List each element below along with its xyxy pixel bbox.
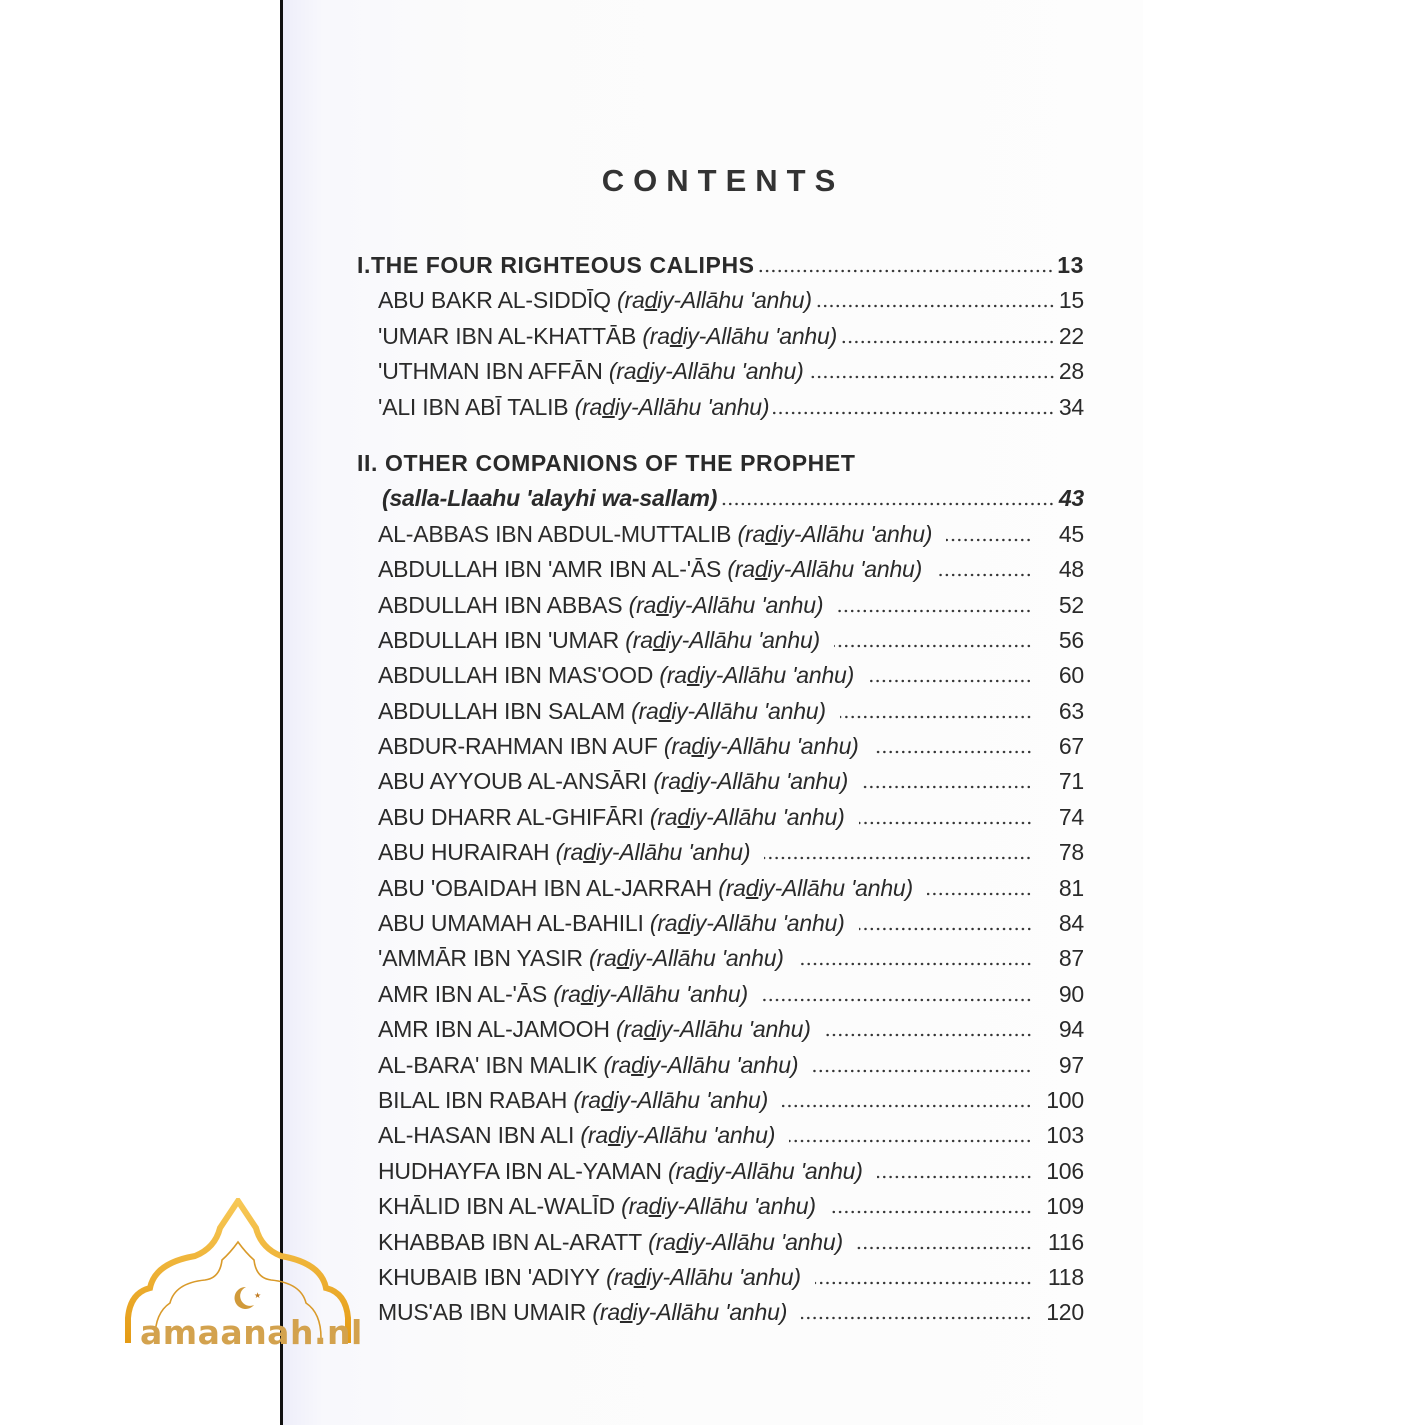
dot-leader xyxy=(936,573,1032,577)
page-number: 60 xyxy=(1058,662,1084,689)
entry-name: AL-ABBAS IBN ABDUL-MUTTALIB xyxy=(378,520,732,547)
page-number: 71 xyxy=(1058,768,1084,795)
table-of-contents xyxy=(357,252,1084,1335)
dot-leader xyxy=(816,304,1055,308)
dot-leader xyxy=(798,962,1032,966)
svg-text:★: ★ xyxy=(254,1291,262,1300)
entry-honorific: (radiy-Allāhu 'anhu) xyxy=(599,1263,801,1290)
dot-leader xyxy=(825,1033,1032,1037)
section-heading-continuation xyxy=(357,485,1084,520)
section-title: II. OTHER COMPANIONS OF THE PROPHET xyxy=(357,449,856,476)
page-number: 45 xyxy=(1058,520,1084,547)
dot-leader xyxy=(841,340,1055,344)
toc-entry xyxy=(357,1158,1084,1193)
entry-name: ABDULLAH IBN SALAM xyxy=(378,697,625,724)
entry-honorific: (radiy-Allāhu 'anhu) xyxy=(582,945,784,972)
entry-honorific: (radiy-Allāhu 'anhu) xyxy=(547,980,748,1007)
toc-entry xyxy=(357,1299,1084,1334)
dot-leader xyxy=(773,411,1054,415)
entry-name: KHĀLID IBN AL-WALĪD xyxy=(378,1193,615,1220)
entry-honorific: (radiy-Allāhu 'anhu) xyxy=(657,733,859,760)
entry-name: 'UMAR IBN AL-KHATTĀB xyxy=(378,322,637,349)
entry-honorific: (radiy-Allāhu 'anhu) xyxy=(653,662,855,689)
entry-honorific: (radiy-Allāhu 'anhu) xyxy=(586,1299,788,1326)
entry-name: ABDUR-RAHMAN IBN AUF xyxy=(378,733,658,760)
dot-leader xyxy=(815,1281,1032,1285)
page-number: 120 xyxy=(1046,1299,1084,1326)
toc-entry xyxy=(357,556,1084,591)
dot-leader xyxy=(859,927,1032,931)
entry-honorific: (radiy-Allāhu 'anhu) xyxy=(636,322,838,349)
page-number: 67 xyxy=(1058,733,1084,760)
dot-leader xyxy=(837,609,1032,613)
entry-name: ABDULLAH IBN ABBAS xyxy=(378,591,623,618)
toc-entry xyxy=(357,592,1084,627)
page-number: 34 xyxy=(1058,393,1084,420)
page-number: 94 xyxy=(1058,1016,1084,1043)
entry-honorific: (radiy-Allāhu 'anhu) xyxy=(643,910,845,937)
entry-name: ABU HURAIRAH xyxy=(378,839,550,866)
toc-entry xyxy=(357,698,1084,733)
toc-entry xyxy=(357,1016,1084,1051)
page-number: 109 xyxy=(1046,1193,1084,1220)
entry-honorific: (radiy-Allāhu 'anhu) xyxy=(568,393,770,420)
toc-entry xyxy=(357,1052,1084,1087)
dot-leader xyxy=(801,1316,1032,1320)
entry-name: ABU DHARR AL-GHIFĀRI xyxy=(378,803,644,830)
page-number: 118 xyxy=(1047,1263,1084,1290)
page-title: CONTENTS xyxy=(601,163,845,198)
dot-leader xyxy=(762,998,1032,1002)
page-number: 13 xyxy=(1057,252,1084,278)
dot-leader xyxy=(927,892,1032,896)
dot-leader xyxy=(859,821,1032,825)
entry-name: ABDULLAH IBN 'UMAR xyxy=(378,626,620,653)
entry-honorific: (radiy-Allāhu 'anhu) xyxy=(567,1086,769,1113)
page-number: 63 xyxy=(1058,697,1084,724)
page-number: 22 xyxy=(1058,322,1084,349)
dot-leader xyxy=(873,750,1032,754)
entry-honorific: (radiy-Allāhu 'anhu) xyxy=(647,768,849,795)
entry-honorific: (radiy-Allāhu 'anhu) xyxy=(643,803,845,830)
dot-leader xyxy=(862,785,1032,789)
toc-entry xyxy=(357,1087,1084,1122)
entry-honorific: (radiy-Allāhu 'anhu) xyxy=(602,358,804,385)
page-number: 106 xyxy=(1046,1157,1084,1184)
entry-name: 'AMMĀR IBN YASIR xyxy=(378,945,583,972)
dot-leader xyxy=(868,679,1032,683)
entry-honorific: (radiy-Allāhu 'anhu) xyxy=(610,287,812,314)
entry-honorific: (radiy-Allāhu 'anhu) xyxy=(661,1157,863,1184)
dot-leader xyxy=(782,1104,1032,1108)
entry-name: ABDULLAH IBN MAS'OOD xyxy=(378,662,654,689)
toc-entry xyxy=(357,945,1084,980)
section-title-continued: (salla-Llaahu 'alayhi wa-sallam) xyxy=(382,485,718,512)
toc-entry xyxy=(357,1264,1084,1299)
section-title: I.THE FOUR RIGHTEOUS CALIPHS xyxy=(357,252,755,278)
section-heading xyxy=(357,450,1084,485)
dot-leader xyxy=(840,715,1032,719)
dot-leader xyxy=(789,1139,1032,1143)
page-number: 52 xyxy=(1058,591,1084,618)
dot-leader xyxy=(764,856,1032,860)
dot-leader xyxy=(877,1175,1032,1179)
entry-name: ABU 'OBAIDAH IBN AL-JARRAH xyxy=(378,874,713,901)
dot-leader xyxy=(812,1069,1032,1073)
entry-name: KHUBAIB IBN 'ADIYY xyxy=(378,1263,600,1290)
toc-entry xyxy=(357,1122,1084,1157)
page-number: 97 xyxy=(1058,1051,1084,1078)
toc-entry xyxy=(357,839,1084,874)
page-number: 87 xyxy=(1058,945,1084,972)
dot-leader xyxy=(830,1210,1032,1214)
section-2-entries xyxy=(357,521,1084,1335)
entry-honorific: (radiy-Allāhu 'anhu) xyxy=(731,520,933,547)
entry-name: AMR IBN AL-'ĀS xyxy=(378,980,548,1007)
entry-honorific: (radiy-Allāhu 'anhu) xyxy=(619,626,821,653)
entry-honorific: (radiy-Allāhu 'anhu) xyxy=(574,1122,776,1149)
entry-honorific: (radiy-Allāhu 'anhu) xyxy=(622,591,824,618)
toc-entry xyxy=(357,875,1084,910)
entry-name: KHABBAB IBN AL-ARATT xyxy=(378,1228,642,1255)
entry-name: AL-HASAN IBN ALI xyxy=(378,1122,575,1149)
dot-leader xyxy=(721,502,1055,506)
page-number: 28 xyxy=(1058,358,1084,385)
entry-name: BILAL IBN RABAH xyxy=(378,1086,568,1113)
page-number: 100 xyxy=(1046,1086,1084,1113)
toc-entry xyxy=(357,358,1084,393)
entry-honorific: (radiy-Allāhu 'anhu) xyxy=(624,697,826,724)
entry-name: AL-BARA' IBN MALIK xyxy=(378,1051,598,1078)
entry-name: HUDHAYFA IBN AL-YAMAN xyxy=(378,1157,662,1184)
toc-entry xyxy=(357,394,1084,429)
toc-entry xyxy=(357,287,1084,322)
page-number: 90 xyxy=(1058,980,1084,1007)
entry-honorific: (radiy-Allāhu 'anhu) xyxy=(641,1228,843,1255)
toc-entry xyxy=(357,1229,1084,1264)
dot-leader xyxy=(808,375,1055,379)
entry-name: 'UTHMAN IBN AFFĀN xyxy=(378,358,603,385)
page-number: 48 xyxy=(1058,556,1084,583)
page-number: 116 xyxy=(1047,1228,1084,1255)
dot-leader xyxy=(857,1246,1032,1250)
entry-honorific: (radiy-Allāhu 'anhu) xyxy=(609,1016,811,1043)
page-number: 43 xyxy=(1058,485,1084,512)
page-number: 78 xyxy=(1058,839,1084,866)
page-number: 74 xyxy=(1058,803,1084,830)
entry-name: AMR IBN AL-JAMOOH xyxy=(378,1016,610,1043)
page-number: 81 xyxy=(1058,874,1084,901)
entry-name: MUS'AB IBN UMAIR xyxy=(378,1299,587,1326)
toc-entry xyxy=(357,804,1084,839)
entry-honorific: (radiy-Allāhu 'anhu) xyxy=(614,1193,816,1220)
toc-entry xyxy=(357,733,1084,768)
dot-leader xyxy=(946,538,1032,542)
entry-name: 'ALI IBN ABĪ TALIB xyxy=(378,393,569,420)
toc-entry xyxy=(357,768,1084,803)
entry-name: ABU BAKR AL-SIDDĪQ xyxy=(378,287,611,314)
entry-name: ABU AYYOUB AL-ANSĀRI xyxy=(378,768,648,795)
page-number: 84 xyxy=(1058,910,1084,937)
toc-entry xyxy=(357,521,1084,556)
toc-entry xyxy=(357,1193,1084,1228)
toc-entry xyxy=(357,627,1084,662)
entry-honorific: (radiy-Allāhu 'anhu) xyxy=(549,839,751,866)
entry-honorific: (radiy-Allāhu 'anhu) xyxy=(712,874,913,901)
entry-name: ABU UMAMAH AL-BAHILI xyxy=(378,910,644,937)
toc-entry xyxy=(357,323,1084,358)
dot-leader xyxy=(834,644,1032,648)
section-1-entries xyxy=(357,287,1084,429)
toc-entry xyxy=(357,981,1084,1016)
entry-honorific: (radiy-Allāhu 'anhu) xyxy=(721,556,923,583)
page-number: 15 xyxy=(1058,287,1084,314)
page-number: 103 xyxy=(1046,1122,1084,1149)
toc-entry xyxy=(357,910,1084,945)
entry-name: ABDULLAH IBN 'AMR IBN AL-'ĀS xyxy=(378,556,722,583)
brand-watermark: amaanah.nl xyxy=(140,1313,363,1352)
section-heading xyxy=(357,252,1084,287)
page-number: 56 xyxy=(1058,626,1084,653)
toc-entry xyxy=(357,662,1084,697)
entry-honorific: (radiy-Allāhu 'anhu) xyxy=(597,1051,799,1078)
dot-leader xyxy=(759,269,1054,273)
